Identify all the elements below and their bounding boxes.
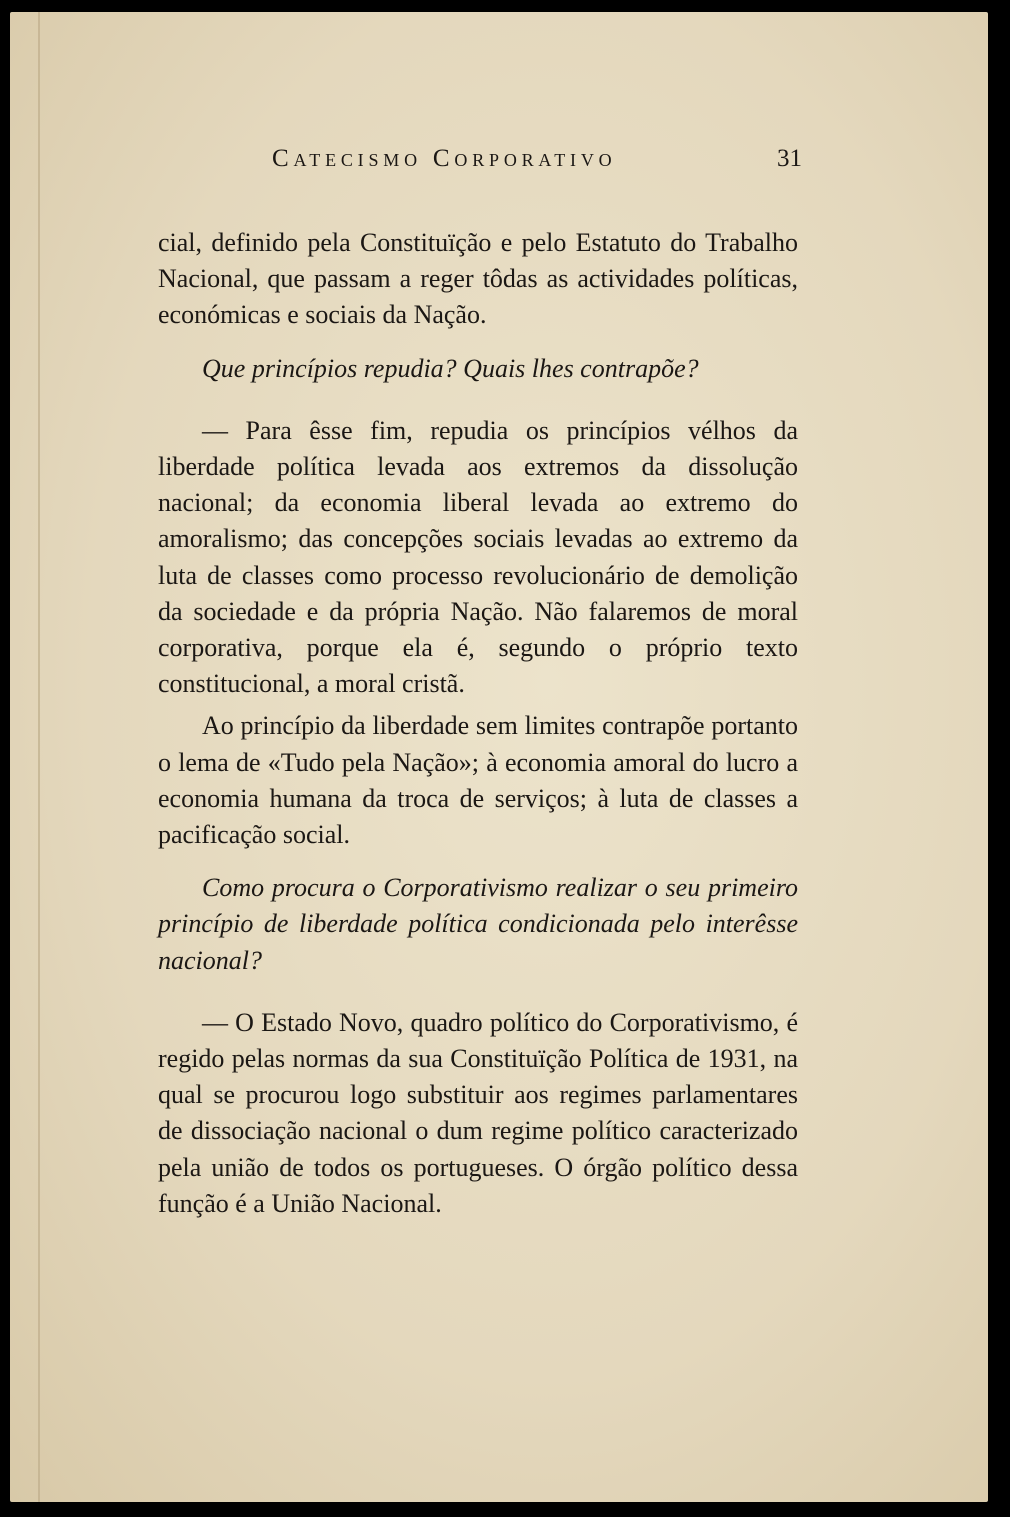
question-heading: Que princípios repudia? Quais lhes contrapõe? <box>202 353 699 383</box>
paragraph: Ao princípio da liberdade sem limites contrapõe portanto o lema de «Tudo pela Nação»; à economia amoral do lucro a economia humana da troca de serviços; à luta de classes a pacificação social. <box>158 711 798 850</box>
page-number: 31 <box>777 145 802 172</box>
question-heading: Como procura o Corporativismo realizar o seu primeiro princípio de liberdade política condicionada pelo interêsse nacional? <box>158 873 798 975</box>
paragraph-continuation: cial, definido pela Constituïção e pelo Estatuto do Trabalho Nacional, que passam a reger tôdas as actividades políticas, económicas e sociais da Nação. <box>158 228 798 330</box>
answer-paragraph: — O Estado Novo, quadro político do Corporativismo, é regido pelas normas da sua Constituïção Política de 1931, na qual se procurou logo substituir aos regimes parlamentares de dissociação nacional o dum regime político caracterizado pela união de todos os portugueses. O órgão político dessa função é a União Nacional. <box>158 1007 798 1218</box>
page-fold-line <box>38 12 40 1502</box>
answer-paragraph: — Para êsse fim, repudia os princípios vélhos da liberdade política levada aos extremos da dissolução nacional; da economia liberal levada ao extremo do amoralismo; das concepções sociais levadas ao extremo da luta de classes como processo revolucionário de demolição da sociedade e da própria Nação. Não falaremos de moral corporativa, porque ela é, segundo o próprio texto constitucional, a moral cristã. <box>158 415 798 699</box>
body-text <box>158 225 798 1222</box>
running-head <box>272 145 802 185</box>
running-title: Catecismo Corporativo <box>272 145 617 172</box>
